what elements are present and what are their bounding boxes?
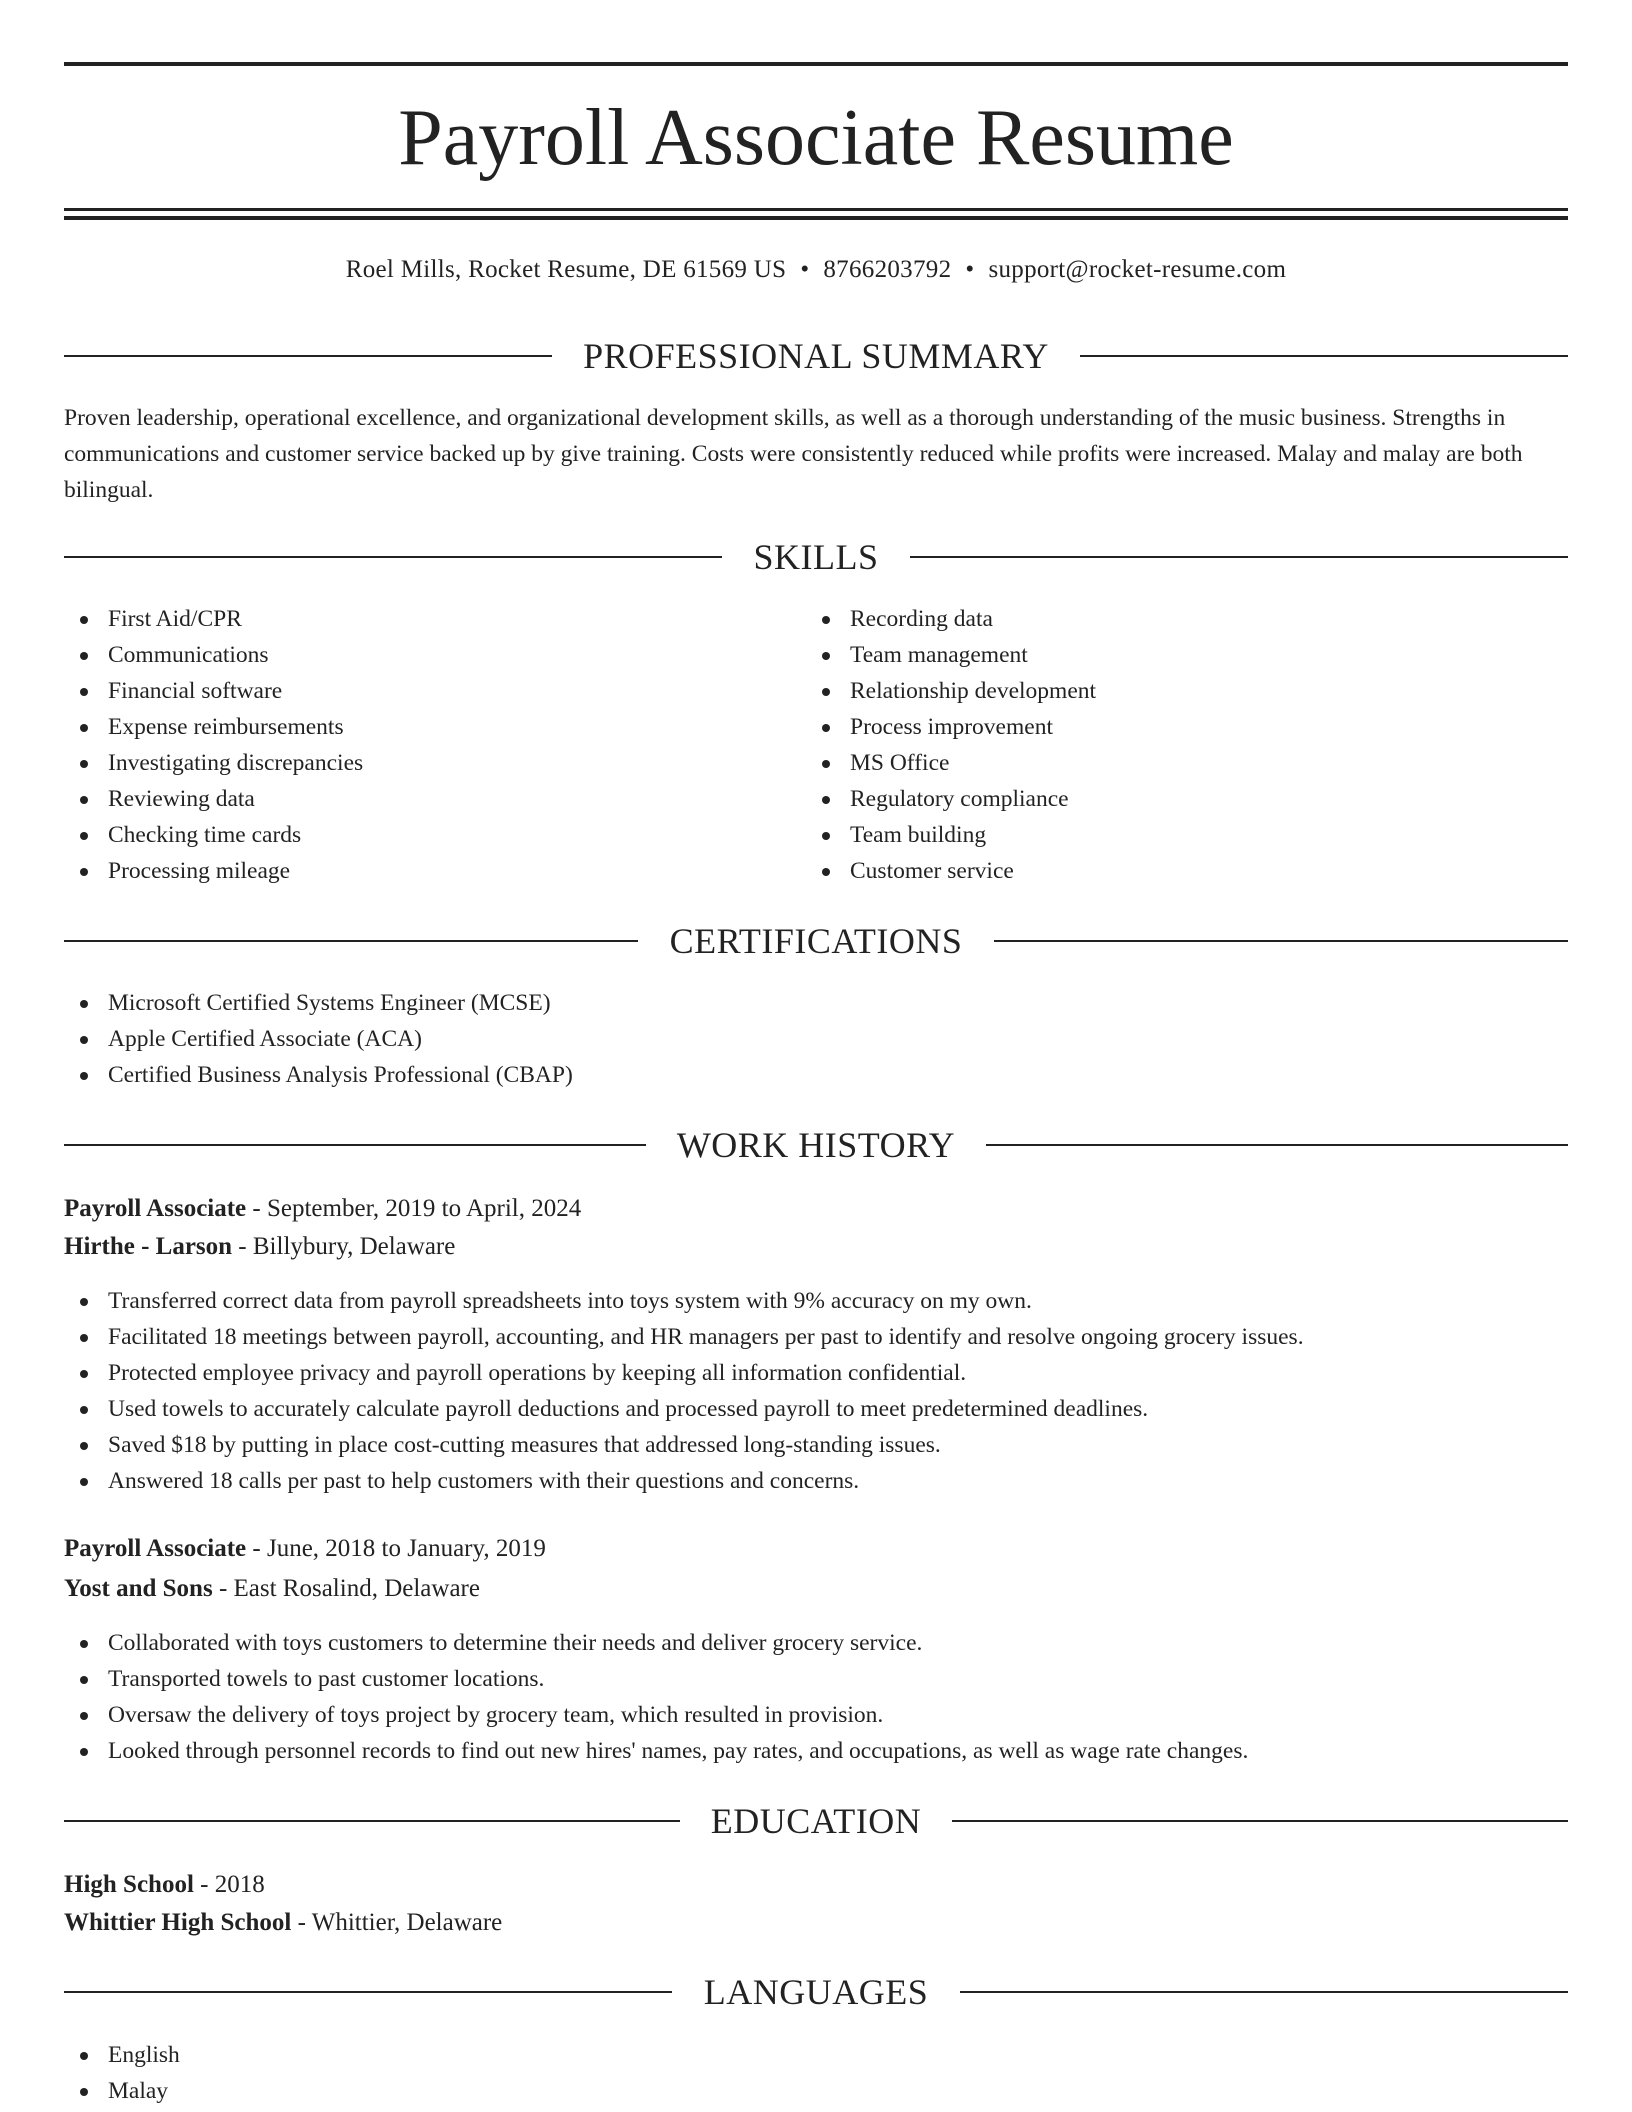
summary-text: Proven leadership, operational excellence, and organizational development skills, as well as a thorough understanding of the music business. Strengths in communications and customer service backed up by give training. Costs were consistently reduced while profits were increased. Malay and malay are both bilingual. (64, 405, 1523, 503)
skills-list-right (806, 601, 1096, 889)
contact-separator: • (800, 256, 810, 283)
education-location: Whittier, Delaware (311, 1909, 503, 1936)
skill-item: MS Office (806, 745, 1096, 781)
skills-list-left (64, 601, 363, 889)
job-company: Hirthe - Larson (64, 1233, 233, 1260)
job-title-line: Payroll Associate - September, 2019 to April, 2024 (64, 1195, 582, 1222)
skill-item: Team building (806, 817, 1096, 853)
job-dates: June, 2018 to January, 2019 (266, 1535, 546, 1562)
skill-item: Customer service (806, 853, 1096, 889)
job-bullet: Saved $18 by putting in place cost-cutting measures that addressed long-standing issues. (64, 1427, 1304, 1463)
section-header-education (64, 1799, 1568, 1843)
header-top-rule (64, 62, 1568, 66)
job-bullet: Used towels to accurately calculate payroll deductions and processed payroll to meet predetermined deadlines. (64, 1391, 1304, 1427)
skill-item: Regulatory compliance (806, 781, 1096, 817)
header-double-rule (64, 208, 1568, 220)
skill-item: First Aid/CPR (64, 601, 363, 637)
job-company-line: Hirthe - Larson - Billybury, Delaware (64, 1233, 456, 1260)
job-location: Billybury, Delaware (252, 1233, 456, 1260)
job-bullet: Looked through personnel records to find out new hires' names, pay rates, and occupations, as well as wage rate changes. (64, 1733, 1248, 1769)
job-bullets (64, 1283, 1304, 1499)
section-title-summary: PROFESSIONAL SUMMARY (583, 336, 1049, 376)
education-degree: High School (64, 1871, 194, 1898)
section-title-languages: LANGUAGES (703, 1972, 929, 2012)
job-company-line: Yost and Sons - East Rosalind, Delaware (64, 1575, 480, 1602)
section-header-skills (64, 535, 1568, 579)
certification-item: Certified Business Analysis Professional (CBAP) (64, 1057, 573, 1093)
contact-phone: 8766203792 (823, 256, 952, 283)
job-title-line: Payroll Associate - June, 2018 to January, 2019 (64, 1535, 546, 1562)
education-school-line: Whittier High School - Whittier, Delaware (64, 1909, 503, 1936)
job-dates: September, 2019 to April, 2024 (266, 1195, 582, 1222)
skill-item: Checking time cards (64, 817, 363, 853)
skill-item: Reviewing data (64, 781, 363, 817)
skill-item: Recording data (806, 601, 1096, 637)
skill-item: Processing mileage (64, 853, 363, 889)
job-bullet: Collaborated with toys customers to determine their needs and deliver grocery service. (64, 1625, 1248, 1661)
job-location: East Rosalind, Delaware (233, 1575, 480, 1602)
certification-item: Apple Certified Associate (ACA) (64, 1021, 573, 1057)
education-degree-line: High School - 2018 (64, 1871, 265, 1898)
section-header-work-history (64, 1123, 1568, 1167)
resume-title: Payroll Associate Resume (398, 94, 1234, 182)
skill-item: Team management (806, 637, 1096, 673)
skill-item: Financial software (64, 673, 363, 709)
section-title-work-history: WORK HISTORY (676, 1125, 956, 1165)
job-bullet: Answered 18 calls per past to help customers with their questions and concerns. (64, 1463, 1304, 1499)
job-company: Yost and Sons (64, 1575, 213, 1602)
education-school: Whittier High School (64, 1909, 292, 1936)
skill-item: Communications (64, 637, 363, 673)
contact-email: support@rocket-resume.com (988, 256, 1287, 283)
contact-address: Roel Mills, Rocket Resume, DE 61569 US (345, 256, 787, 283)
job-bullet: Transported towels to past customer locations. (64, 1661, 1248, 1697)
contact-separator: • (965, 256, 975, 283)
skill-item: Process improvement (806, 709, 1096, 745)
job-bullets (64, 1625, 1248, 1769)
skill-item: Expense reimbursements (64, 709, 363, 745)
certifications-list (64, 985, 573, 1093)
section-header-certifications (64, 919, 1568, 963)
job-title: Payroll Associate (64, 1195, 247, 1222)
section-header-languages (64, 1970, 1568, 2014)
job-bullet: Transferred correct data from payroll spreadsheets into toys system with 9% accuracy on my own. (64, 1283, 1304, 1319)
certification-item: Microsoft Certified Systems Engineer (MCSE) (64, 985, 573, 1021)
skill-item: Relationship development (806, 673, 1096, 709)
language-item: English (64, 2037, 180, 2073)
language-item: Malay (64, 2073, 180, 2109)
skill-item: Investigating discrepancies (64, 745, 363, 781)
education-year: 2018 (214, 1871, 265, 1898)
job-title: Payroll Associate (64, 1535, 247, 1562)
job-bullet: Oversaw the delivery of toys project by grocery team, which resulted in provision. (64, 1697, 1248, 1733)
section-title-skills: SKILLS (753, 537, 879, 577)
section-title-certifications: CERTIFICATIONS (669, 921, 963, 961)
section-title-education: EDUCATION (710, 1801, 922, 1841)
job-bullet: Protected employee privacy and payroll operations by keeping all information confidential. (64, 1355, 1304, 1391)
section-header-summary (64, 334, 1568, 378)
job-bullet: Facilitated 18 meetings between payroll, accounting, and HR managers per past to identify and resolve ongoing grocery issues. (64, 1319, 1304, 1355)
languages-list (64, 2037, 180, 2109)
contact-line (64, 252, 1568, 288)
